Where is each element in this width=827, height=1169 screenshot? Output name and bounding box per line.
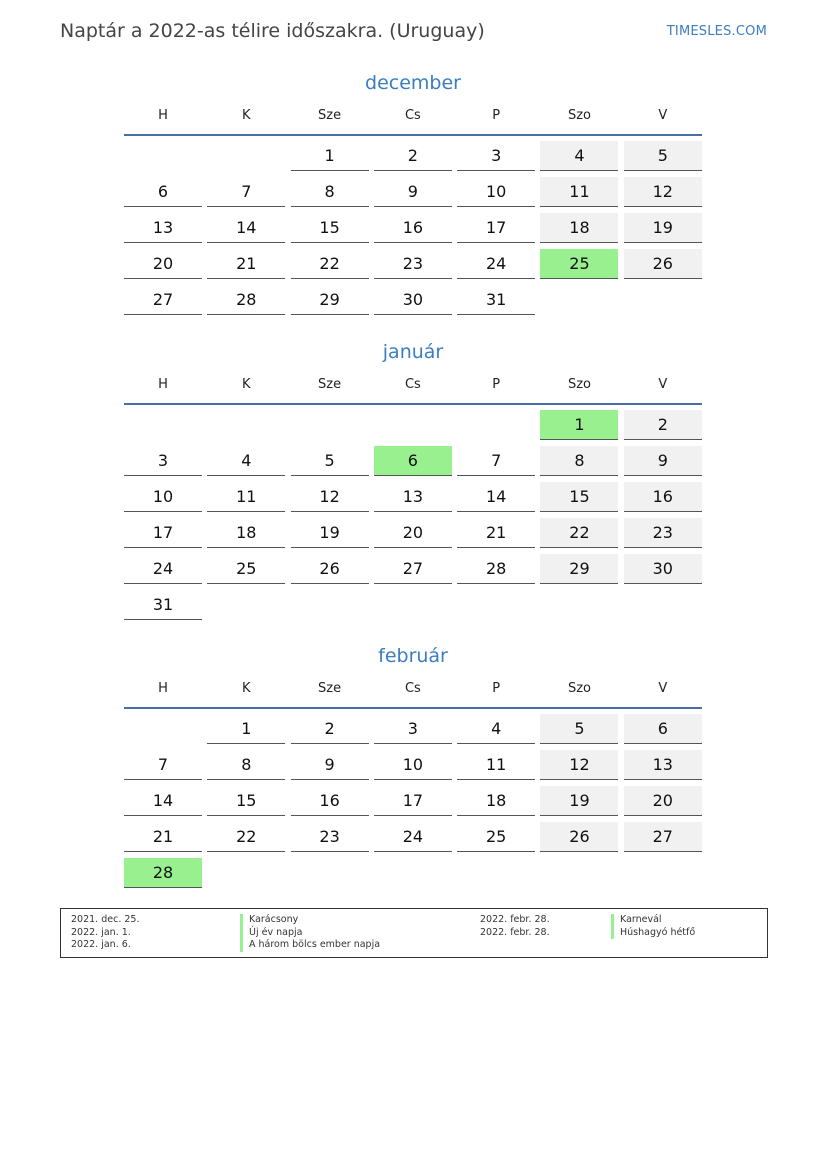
day-cell-empty	[374, 410, 452, 440]
day-cell: 20	[624, 786, 702, 816]
day-cell: 9	[374, 177, 452, 207]
day-cell: 22	[291, 249, 369, 279]
holiday-legend	[60, 908, 768, 958]
day-cell: 29	[540, 554, 618, 584]
day-cell: 31	[457, 285, 535, 315]
day-cell: 11	[540, 177, 618, 207]
day-cell: 7	[207, 177, 285, 207]
day-cell: 26	[624, 249, 702, 279]
day-cell: 17	[457, 213, 535, 243]
day-cell: 26	[540, 822, 618, 852]
day-cell: 15	[207, 786, 285, 816]
day-cell: 16	[374, 213, 452, 243]
day-cell: 8	[540, 446, 618, 476]
day-cell: 29	[291, 285, 369, 315]
day-cell: 25	[457, 822, 535, 852]
brand-link[interactable]: TIMESLES.COM	[666, 24, 767, 39]
header-rule	[124, 707, 702, 709]
day-cell: 27	[624, 822, 702, 852]
weekday-label: P	[492, 108, 501, 123]
day-cell: 6	[124, 177, 202, 207]
day-cell: 8	[291, 177, 369, 207]
day-cell: 2	[291, 714, 369, 744]
day-cell: 15	[540, 482, 618, 512]
day-cell-empty	[124, 714, 202, 744]
legend-names-left	[240, 914, 380, 952]
legend-date: 2022. jan. 1.	[71, 926, 131, 938]
day-cell: 27	[124, 285, 202, 315]
day-cell: 4	[457, 714, 535, 744]
weekday-label: K	[242, 108, 251, 123]
day-cell: 10	[374, 750, 452, 780]
day-cell: 20	[124, 249, 202, 279]
legend-holiday-name: A három bölcs ember napja	[240, 939, 380, 952]
weekday-header	[124, 679, 702, 699]
month-title: január	[382, 341, 444, 363]
day-cell: 5	[291, 446, 369, 476]
day-cell: 12	[291, 482, 369, 512]
legend-holiday-name: Húshagyó hétfő	[611, 927, 695, 940]
day-cell: 28	[207, 285, 285, 315]
day-cell: 12	[540, 750, 618, 780]
day-cell: 26	[291, 554, 369, 584]
day-cell: 22	[207, 822, 285, 852]
day-cell-empty	[291, 410, 369, 440]
day-cell: 23	[624, 518, 702, 548]
day-cell: 20	[374, 518, 452, 548]
day-cell: 18	[207, 518, 285, 548]
day-cell: 1	[291, 141, 369, 171]
day-cell: 7	[124, 750, 202, 780]
weekday-label: P	[492, 681, 501, 696]
day-cell: 21	[124, 822, 202, 852]
weekday-label: K	[242, 681, 251, 696]
weekday-label: Szo	[567, 108, 591, 123]
day-cell-empty	[124, 410, 202, 440]
day-cell: 21	[457, 518, 535, 548]
day-cell: 8	[207, 750, 285, 780]
weekday-label: V	[658, 108, 668, 123]
day-cell-empty	[207, 141, 285, 171]
legend-dates-left	[71, 914, 139, 952]
day-cell: 14	[207, 213, 285, 243]
day-cell: 4	[540, 141, 618, 171]
day-grid	[124, 410, 702, 620]
day-cell: 13	[624, 750, 702, 780]
day-cell-holiday: 28	[124, 858, 202, 888]
day-cell: 16	[291, 786, 369, 816]
day-cell: 23	[291, 822, 369, 852]
weekday-label: Cs	[404, 681, 421, 696]
day-cell: 23	[374, 249, 452, 279]
day-cell-empty	[457, 410, 535, 440]
day-cell: 18	[540, 213, 618, 243]
legend-dates-right	[480, 914, 550, 939]
day-cell: 24	[374, 822, 452, 852]
day-cell: 27	[374, 554, 452, 584]
weekday-label: H	[158, 108, 168, 123]
day-cell: 11	[207, 482, 285, 512]
weekday-label: H	[158, 681, 168, 696]
day-cell: 17	[124, 518, 202, 548]
day-cell: 31	[124, 590, 202, 620]
day-cell: 10	[457, 177, 535, 207]
day-cell: 2	[624, 410, 702, 440]
day-cell-empty	[124, 141, 202, 171]
day-cell: 24	[457, 249, 535, 279]
day-cell: 1	[207, 714, 285, 744]
day-cell: 4	[207, 446, 285, 476]
day-cell-empty	[207, 410, 285, 440]
weekday-label: V	[658, 377, 668, 392]
legend-date: 2022. jan. 6.	[71, 939, 131, 950]
day-cell: 5	[540, 714, 618, 744]
header-rule	[124, 403, 702, 405]
weekday-label: Szo	[567, 681, 591, 696]
weekday-label: P	[492, 377, 501, 392]
day-cell: 13	[124, 213, 202, 243]
day-cell: 28	[457, 554, 535, 584]
legend-date: 2021. dec. 25.	[71, 914, 140, 925]
weekday-label: Sze	[318, 108, 342, 123]
day-cell: 14	[457, 482, 535, 512]
weekday-label: Sze	[318, 681, 342, 696]
day-cell: 30	[374, 285, 452, 315]
day-cell: 16	[624, 482, 702, 512]
legend-holiday-name: Karnevál	[611, 914, 695, 927]
day-cell: 9	[291, 750, 369, 780]
day-cell: 15	[291, 213, 369, 243]
day-cell: 22	[540, 518, 618, 548]
day-cell: 14	[124, 786, 202, 816]
legend-names-right	[611, 914, 695, 939]
day-cell: 24	[124, 554, 202, 584]
day-cell: 3	[374, 714, 452, 744]
day-cell: 7	[457, 446, 535, 476]
day-cell: 19	[624, 213, 702, 243]
weekday-label: V	[658, 681, 668, 696]
weekday-label: Cs	[404, 377, 421, 392]
weekday-header	[124, 375, 702, 395]
weekday-label: H	[158, 377, 168, 392]
day-cell: 3	[124, 446, 202, 476]
day-grid	[124, 141, 702, 315]
month-februar	[124, 643, 702, 888]
day-cell: 18	[457, 786, 535, 816]
day-cell: 6	[624, 714, 702, 744]
day-cell: 5	[624, 141, 702, 171]
day-cell: 11	[457, 750, 535, 780]
month-januar	[124, 339, 702, 620]
month-december	[124, 70, 702, 315]
day-cell: 21	[207, 249, 285, 279]
day-cell: 3	[457, 141, 535, 171]
day-cell: 13	[374, 482, 452, 512]
month-title: december	[365, 72, 461, 94]
day-cell-holiday: 1	[540, 410, 618, 440]
day-cell: 9	[624, 446, 702, 476]
legend-holiday-name: Karácsony	[240, 914, 380, 927]
header-rule	[124, 134, 702, 136]
page-title: Naptár a 2022-as télire időszakra. (Uruguay)	[60, 20, 485, 42]
day-cell: 10	[124, 482, 202, 512]
weekday-label: Sze	[318, 377, 342, 392]
month-title: február	[378, 645, 448, 667]
legend-date: 2022. febr. 28.	[480, 926, 550, 938]
day-cell: 19	[540, 786, 618, 816]
day-cell: 12	[624, 177, 702, 207]
day-cell-holiday: 25	[540, 249, 618, 279]
day-grid	[124, 714, 702, 888]
weekday-label: Szo	[567, 377, 591, 392]
weekday-header	[124, 106, 702, 126]
day-cell: 17	[374, 786, 452, 816]
day-cell: 30	[624, 554, 702, 584]
day-cell: 2	[374, 141, 452, 171]
day-cell-holiday: 6	[374, 446, 452, 476]
day-cell: 19	[291, 518, 369, 548]
weekday-label: K	[242, 377, 251, 392]
legend-holiday-name: Új év napja	[240, 927, 380, 940]
day-cell: 25	[207, 554, 285, 584]
legend-date: 2022. febr. 28.	[480, 914, 550, 925]
weekday-label: Cs	[404, 108, 421, 123]
